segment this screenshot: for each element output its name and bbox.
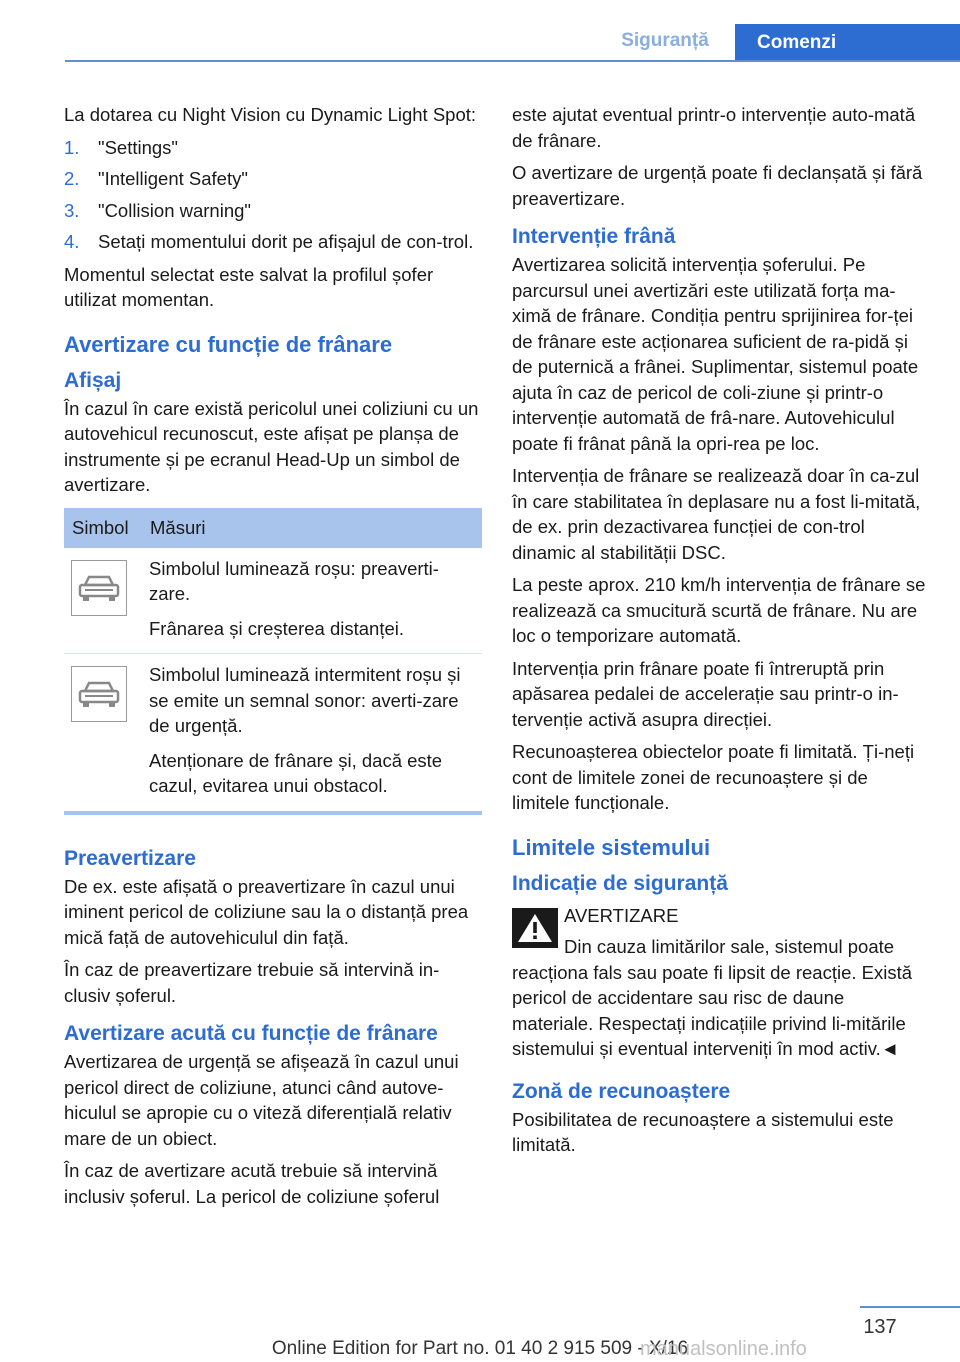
intervention-text: Avertizarea solicită intervenția șoferului. Pe parcursul unei avertizări este utilizată forța ma-ximă de frânare. Condiția pentru sprijinirea for-ței de frânare este acționarea suficient de ra-pidă și de puternică a frânei. Suplimentar, sistemul poate ajuta în caz de pericol de coli-ziune și printr-o intervenție automată de frâ-nare. Autovehiculul poate fi frânat până la opri-rea pe loc. bbox=[512, 254, 919, 454]
table-row bbox=[64, 548, 482, 654]
car-front-icon bbox=[71, 666, 127, 722]
header-chapter-tab: Comenzi bbox=[735, 24, 960, 62]
intervention-text: La peste aprox. 210 km/h intervenția de frânare se realizează ca smucitură scurtă de frânare. Nu are loc o temporizare automată. bbox=[512, 574, 926, 646]
warning-block bbox=[512, 903, 930, 960]
steps-list bbox=[64, 135, 482, 255]
table-header-measures: Măsuri bbox=[142, 508, 482, 548]
list-text: "Settings" bbox=[98, 136, 178, 158]
footer-rule bbox=[860, 1306, 960, 1308]
table-cell-text: Simbolul luminează roșu: preaverti-zare. bbox=[149, 557, 439, 604]
heading-brake-warning: Avertizare cu funcție de frânare bbox=[64, 331, 393, 357]
prewarning-text: De ex. este afișată o preavertizare în cazul unui iminent pericol de coliziune sau la o distanță prea mică față de autovehiculul din față. bbox=[64, 875, 469, 948]
symbol-table bbox=[64, 508, 482, 815]
page-number: 137 bbox=[863, 1316, 897, 1338]
warning-title: AVERTIZARE bbox=[564, 904, 679, 926]
car-front-icon bbox=[71, 560, 127, 616]
right-column bbox=[512, 102, 930, 1165]
list-item bbox=[64, 135, 482, 161]
list-item bbox=[64, 198, 482, 224]
intervention-text: Recunoașterea obiectelor poate fi limitată. Ți-neți cont de limitele zonei de recunoaștere și de limitele funcționale. bbox=[512, 741, 915, 813]
continued-text: este ajutat eventual printr-o intervenție auto-mată de frânare. bbox=[512, 104, 916, 151]
left-column bbox=[64, 102, 482, 1216]
table-row bbox=[64, 654, 482, 813]
display-text: În cazul în care există pericolul unei coliziuni cu un autovehicul recunoscut, este afișat pe planșa de instrumente și pe ecranul Head-Up un simbol de avertizare. bbox=[64, 397, 479, 495]
zone-text: Posibilitatea de recunoaștere a sistemului este limitată. bbox=[512, 1108, 894, 1155]
heading-display: Afișaj bbox=[64, 368, 122, 392]
heading-acute-warning: Avertizare acută cu funcție de frânare bbox=[64, 1022, 438, 1045]
heading-safety-note: Indicație de siguranță bbox=[512, 871, 728, 895]
prewarning-text: În caz de preavertizare trebuie să intervină in-clusiv șoferul. bbox=[64, 959, 440, 1006]
heading-prewarning: Preavertizare bbox=[64, 846, 196, 870]
list-number: 2. bbox=[64, 168, 80, 189]
continued-text: O avertizare de urgență poate fi declanșată și fără preavertizare. bbox=[512, 162, 923, 209]
acute-warning-text: În caz de avertizare acută trebuie să intervină inclusiv șoferul. La pericol de coliziune șoferul bbox=[64, 1160, 440, 1207]
heading-recognition-zone: Zonă de recunoaștere bbox=[512, 1079, 731, 1103]
saved-text: Momentul selectat este salvat la profilul șofer utilizat momentan. bbox=[64, 263, 434, 310]
header-rule bbox=[65, 60, 960, 62]
table-cell-text: Atenționare de frânare și, dacă este cazul, evitarea unui obstacol. bbox=[149, 749, 443, 796]
acute-warning-text: Avertizarea de urgență se afișează în cazul unui pericol direct de coliziune, atunci când autove-hiculul se apropie cu o viteză diferențială relativ mare de un obiect. bbox=[64, 1051, 459, 1149]
list-text: "Intelligent Safety" bbox=[98, 168, 248, 189]
intro-text: La dotarea cu Night Vision cu Dynamic Light Spot: bbox=[64, 104, 477, 125]
warning-text: reacționa fals sau poate fi lipsit de reacție. Există pericol de accidentare sau risc de daune materiale. Respectați indicațiile privind li-mitările sistemului și eventual interveniți în mod activ.◄ bbox=[512, 961, 913, 1059]
list-number: 3. bbox=[64, 199, 80, 221]
list-text: "Collision warning" bbox=[98, 199, 251, 221]
table-cell-text: Simbolul luminează intermitent roșu și se emite un semnal sonor: averti-zare de urgență. bbox=[149, 664, 461, 736]
table-header-symbol: Simbol bbox=[64, 508, 142, 548]
list-item bbox=[64, 166, 482, 192]
heading-system-limits: Limitele sistemului bbox=[512, 834, 711, 860]
list-item bbox=[64, 229, 482, 255]
page-header bbox=[0, 24, 960, 62]
table-cell-text: Frânarea și creșterea distanței. bbox=[149, 617, 405, 639]
list-text: Setați momentului dorit pe afișajul de con-trol. bbox=[98, 231, 474, 252]
heading-brake-intervention: Intervenție frână bbox=[512, 225, 676, 248]
intervention-text: Intervenția prin frânare poate fi întreruptă prin apăsarea pedalei de accelerație sau printr-o in-tervenție activă asupra direcției. bbox=[512, 657, 899, 730]
watermark: manualsonline.info bbox=[640, 1338, 807, 1360]
header-section-label: Siguranță bbox=[621, 30, 709, 51]
list-number: 4. bbox=[64, 231, 80, 252]
edition-text: Online Edition for Part no. 01 40 2 915 509 - X/16 bbox=[271, 1338, 689, 1359]
list-number: 1. bbox=[64, 136, 80, 158]
warning-triangle-icon bbox=[512, 908, 558, 948]
intervention-text: Intervenția de frânare se realizează doar în ca-zul în care stabilitatea în deplasare nu a fost li-mitată, de ex. prin dezactivarea funcției de con-trol dinamic al stabilității DSC. bbox=[512, 465, 921, 563]
warning-text-first: Din cauza limitărilor sale, sistemul poate bbox=[564, 936, 895, 957]
